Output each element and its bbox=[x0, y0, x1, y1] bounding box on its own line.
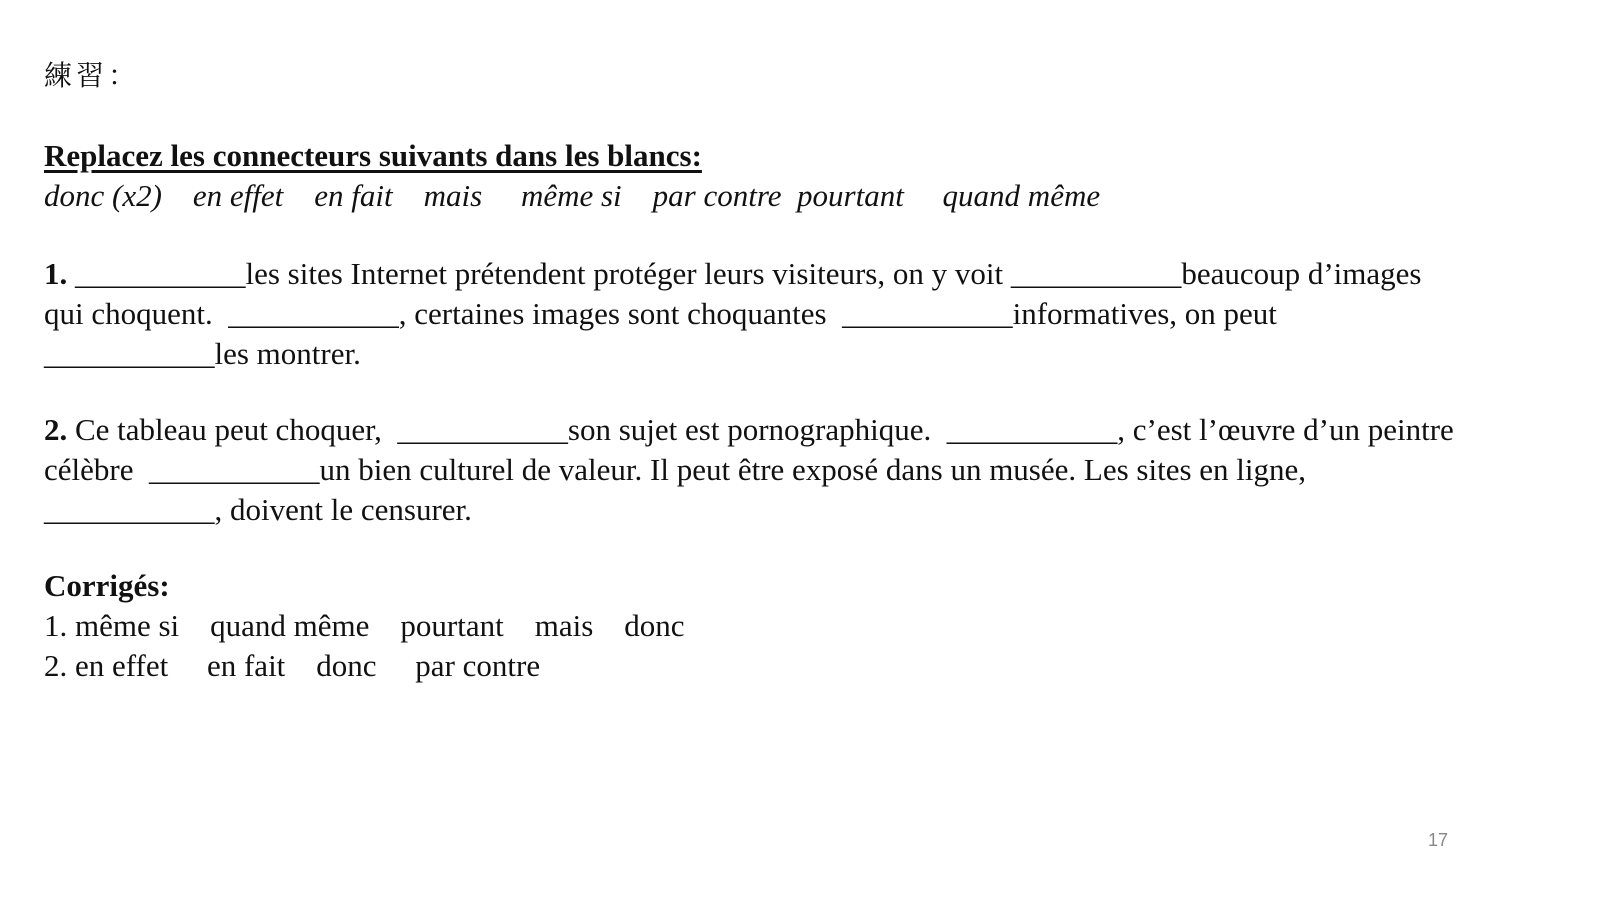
corrections-answer-1: 1. même si quand même pourtant mais donc bbox=[44, 608, 685, 643]
exercise-1-line-2 bbox=[44, 294, 1422, 334]
exercise-1 bbox=[44, 254, 1422, 374]
exercise-2-line-3-text: ___________, doivent le censurer. bbox=[44, 492, 472, 527]
exercise-2-line-3 bbox=[44, 490, 1454, 530]
exercise-2-line-1-text: Ce tableau peut choquer, ___________son sujet est pornographique. ___________, c’est l’œuvre d’un peintre bbox=[67, 412, 1454, 447]
exercise-2-line-2-text: célèbre ___________un bien culturel de valeur. Il peut être exposé dans un musée. Les sites en ligne, bbox=[44, 452, 1307, 487]
exercise-1-line-1-text: ___________les sites Internet prétendent protéger leurs visiteurs, on y voit ___________beaucoup d’images bbox=[67, 256, 1422, 291]
word-bank: donc (x2) en effet en fait mais même si par contre pourtant quand même bbox=[44, 178, 1101, 213]
exercise-heading: 練習： bbox=[44, 59, 141, 92]
page-number: 17 bbox=[1427, 830, 1448, 850]
exercise-1-line-1 bbox=[44, 254, 1422, 294]
exercise-1-number: 1. bbox=[44, 256, 68, 291]
corrections-answer-2: 2. en effet en fait donc par contre bbox=[44, 648, 541, 683]
exercise-1-line-3-text: ___________les montrer. bbox=[44, 336, 361, 371]
exercise-2 bbox=[44, 410, 1454, 530]
exercise-1-line-2-text: qui choquent. ___________, certaines images sont choquantes ___________informatives, on peut bbox=[44, 296, 1277, 331]
exercise-2-line-2 bbox=[44, 450, 1454, 490]
exercise-1-line-3 bbox=[44, 334, 1422, 374]
corrections-title: Corrigés: bbox=[44, 568, 170, 603]
instructions: Replacez les connecteurs suivants dans les blancs: bbox=[44, 138, 702, 173]
exercise-2-line-1 bbox=[44, 410, 1454, 450]
exercise-2-number: 2. bbox=[44, 412, 68, 447]
